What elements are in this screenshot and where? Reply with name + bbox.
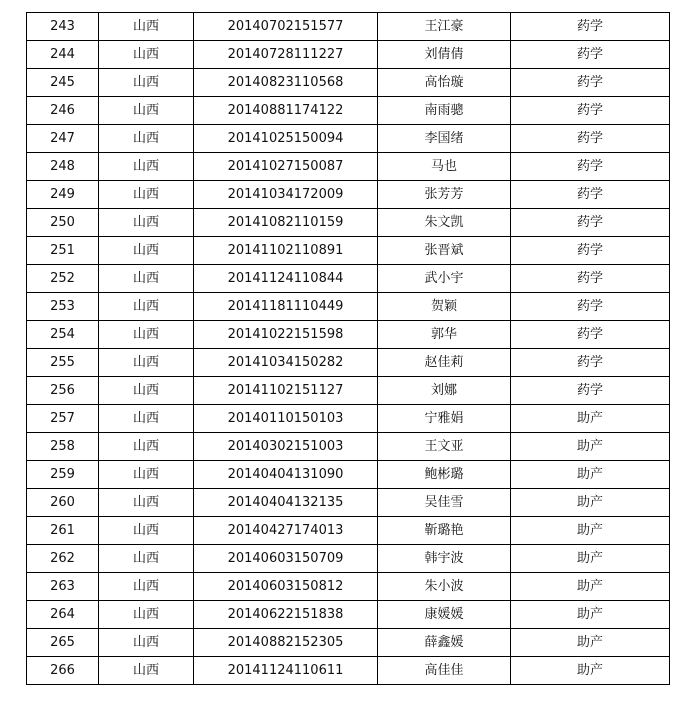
province-cell: 山西 bbox=[99, 517, 194, 545]
table-row bbox=[27, 489, 670, 517]
table-row bbox=[27, 349, 670, 377]
candidate-id-cell: 20141124110611 bbox=[194, 657, 378, 685]
table-row bbox=[27, 405, 670, 433]
province-cell: 山西 bbox=[99, 293, 194, 321]
student-name-cell: 张晋斌 bbox=[378, 237, 511, 265]
student-name-cell: 康媛媛 bbox=[378, 601, 511, 629]
candidate-id-cell: 20141102151127 bbox=[194, 377, 378, 405]
student-name-cell: 朱文凯 bbox=[378, 209, 511, 237]
candidate-id-cell: 20141124110844 bbox=[194, 265, 378, 293]
row-number-cell: 248 bbox=[27, 153, 99, 181]
row-number-cell: 262 bbox=[27, 545, 99, 573]
table-row bbox=[27, 209, 670, 237]
candidate-id-cell: 20140427174013 bbox=[194, 517, 378, 545]
table-row bbox=[27, 97, 670, 125]
row-number-cell: 261 bbox=[27, 517, 99, 545]
table-row bbox=[27, 545, 670, 573]
student-name-cell: 朱小波 bbox=[378, 573, 511, 601]
table-row bbox=[27, 181, 670, 209]
major-cell: 药学 bbox=[511, 293, 670, 321]
province-cell: 山西 bbox=[99, 69, 194, 97]
candidate-id-cell: 20141102110891 bbox=[194, 237, 378, 265]
candidate-id-cell: 20140728111227 bbox=[194, 41, 378, 69]
province-cell: 山西 bbox=[99, 657, 194, 685]
table-row bbox=[27, 433, 670, 461]
candidate-id-cell: 20140110150103 bbox=[194, 405, 378, 433]
roster-body bbox=[27, 13, 670, 685]
row-number-cell: 245 bbox=[27, 69, 99, 97]
province-cell: 山西 bbox=[99, 125, 194, 153]
table-row bbox=[27, 237, 670, 265]
row-number-cell: 254 bbox=[27, 321, 99, 349]
row-number-cell: 258 bbox=[27, 433, 99, 461]
student-name-cell: 刘倩倩 bbox=[378, 41, 511, 69]
province-cell: 山西 bbox=[99, 97, 194, 125]
student-name-cell: 高佳佳 bbox=[378, 657, 511, 685]
province-cell: 山西 bbox=[99, 265, 194, 293]
student-name-cell: 赵佳莉 bbox=[378, 349, 511, 377]
major-cell: 助产 bbox=[511, 433, 670, 461]
row-number-cell: 249 bbox=[27, 181, 99, 209]
student-name-cell: 高怡璇 bbox=[378, 69, 511, 97]
major-cell: 药学 bbox=[511, 349, 670, 377]
candidate-id-cell: 20140622151838 bbox=[194, 601, 378, 629]
table-row bbox=[27, 601, 670, 629]
student-name-cell: 郭华 bbox=[378, 321, 511, 349]
row-number-cell: 244 bbox=[27, 41, 99, 69]
row-number-cell: 266 bbox=[27, 657, 99, 685]
table-row bbox=[27, 125, 670, 153]
table-row bbox=[27, 293, 670, 321]
row-number-cell: 246 bbox=[27, 97, 99, 125]
candidate-id-cell: 20141022151598 bbox=[194, 321, 378, 349]
province-cell: 山西 bbox=[99, 629, 194, 657]
major-cell: 药学 bbox=[511, 237, 670, 265]
row-number-cell: 252 bbox=[27, 265, 99, 293]
table-row bbox=[27, 461, 670, 489]
candidate-id-cell: 20140603150709 bbox=[194, 545, 378, 573]
province-cell: 山西 bbox=[99, 181, 194, 209]
province-cell: 山西 bbox=[99, 545, 194, 573]
major-cell: 助产 bbox=[511, 517, 670, 545]
student-name-cell: 韩宇波 bbox=[378, 545, 511, 573]
major-cell: 药学 bbox=[511, 181, 670, 209]
candidate-id-cell: 20141034172009 bbox=[194, 181, 378, 209]
student-name-cell: 宁雅娟 bbox=[378, 405, 511, 433]
student-name-cell: 马也 bbox=[378, 153, 511, 181]
candidate-id-cell: 20141027150087 bbox=[194, 153, 378, 181]
row-number-cell: 247 bbox=[27, 125, 99, 153]
major-cell: 药学 bbox=[511, 209, 670, 237]
row-number-cell: 253 bbox=[27, 293, 99, 321]
province-cell: 山西 bbox=[99, 321, 194, 349]
major-cell: 助产 bbox=[511, 461, 670, 489]
candidate-id-cell: 20140702151577 bbox=[194, 13, 378, 41]
candidate-id-cell: 20140302151003 bbox=[194, 433, 378, 461]
candidate-id-cell: 20140882152305 bbox=[194, 629, 378, 657]
table-row bbox=[27, 657, 670, 685]
major-cell: 助产 bbox=[511, 405, 670, 433]
candidate-id-cell: 20140881174122 bbox=[194, 97, 378, 125]
province-cell: 山西 bbox=[99, 573, 194, 601]
province-cell: 山西 bbox=[99, 377, 194, 405]
table-row bbox=[27, 377, 670, 405]
student-roster-table bbox=[26, 12, 670, 685]
table-row bbox=[27, 321, 670, 349]
student-name-cell: 王江豪 bbox=[378, 13, 511, 41]
row-number-cell: 250 bbox=[27, 209, 99, 237]
major-cell: 助产 bbox=[511, 657, 670, 685]
student-name-cell: 刘娜 bbox=[378, 377, 511, 405]
major-cell: 助产 bbox=[511, 545, 670, 573]
table-row bbox=[27, 265, 670, 293]
table-row bbox=[27, 517, 670, 545]
roster-sheet bbox=[26, 12, 669, 685]
province-cell: 山西 bbox=[99, 433, 194, 461]
student-name-cell: 张芳芳 bbox=[378, 181, 511, 209]
row-number-cell: 257 bbox=[27, 405, 99, 433]
major-cell: 药学 bbox=[511, 321, 670, 349]
major-cell: 助产 bbox=[511, 629, 670, 657]
major-cell: 助产 bbox=[511, 601, 670, 629]
province-cell: 山西 bbox=[99, 349, 194, 377]
major-cell: 药学 bbox=[511, 377, 670, 405]
row-number-cell: 264 bbox=[27, 601, 99, 629]
province-cell: 山西 bbox=[99, 41, 194, 69]
row-number-cell: 263 bbox=[27, 573, 99, 601]
student-name-cell: 王文亚 bbox=[378, 433, 511, 461]
student-name-cell: 吴佳雪 bbox=[378, 489, 511, 517]
student-name-cell: 南雨骢 bbox=[378, 97, 511, 125]
province-cell: 山西 bbox=[99, 601, 194, 629]
major-cell: 助产 bbox=[511, 489, 670, 517]
province-cell: 山西 bbox=[99, 209, 194, 237]
table-row bbox=[27, 69, 670, 97]
student-name-cell: 李国绪 bbox=[378, 125, 511, 153]
major-cell: 药学 bbox=[511, 265, 670, 293]
province-cell: 山西 bbox=[99, 489, 194, 517]
candidate-id-cell: 20141082110159 bbox=[194, 209, 378, 237]
province-cell: 山西 bbox=[99, 13, 194, 41]
candidate-id-cell: 20141181110449 bbox=[194, 293, 378, 321]
candidate-id-cell: 20140404131090 bbox=[194, 461, 378, 489]
table-row bbox=[27, 629, 670, 657]
row-number-cell: 260 bbox=[27, 489, 99, 517]
table-row bbox=[27, 153, 670, 181]
table-row bbox=[27, 573, 670, 601]
province-cell: 山西 bbox=[99, 461, 194, 489]
row-number-cell: 243 bbox=[27, 13, 99, 41]
candidate-id-cell: 20140603150812 bbox=[194, 573, 378, 601]
table-row bbox=[27, 13, 670, 41]
major-cell: 药学 bbox=[511, 97, 670, 125]
row-number-cell: 256 bbox=[27, 377, 99, 405]
student-name-cell: 武小宇 bbox=[378, 265, 511, 293]
major-cell: 药学 bbox=[511, 125, 670, 153]
province-cell: 山西 bbox=[99, 405, 194, 433]
candidate-id-cell: 20140823110568 bbox=[194, 69, 378, 97]
candidate-id-cell: 20140404132135 bbox=[194, 489, 378, 517]
student-name-cell: 靳璐艳 bbox=[378, 517, 511, 545]
candidate-id-cell: 20141034150282 bbox=[194, 349, 378, 377]
student-name-cell: 鲍彬璐 bbox=[378, 461, 511, 489]
row-number-cell: 265 bbox=[27, 629, 99, 657]
student-name-cell: 贺颖 bbox=[378, 293, 511, 321]
major-cell: 助产 bbox=[511, 573, 670, 601]
major-cell: 药学 bbox=[511, 41, 670, 69]
province-cell: 山西 bbox=[99, 153, 194, 181]
province-cell: 山西 bbox=[99, 237, 194, 265]
row-number-cell: 259 bbox=[27, 461, 99, 489]
table-row bbox=[27, 41, 670, 69]
major-cell: 药学 bbox=[511, 13, 670, 41]
row-number-cell: 251 bbox=[27, 237, 99, 265]
student-name-cell: 薛鑫媛 bbox=[378, 629, 511, 657]
candidate-id-cell: 20141025150094 bbox=[194, 125, 378, 153]
major-cell: 药学 bbox=[511, 69, 670, 97]
row-number-cell: 255 bbox=[27, 349, 99, 377]
major-cell: 药学 bbox=[511, 153, 670, 181]
